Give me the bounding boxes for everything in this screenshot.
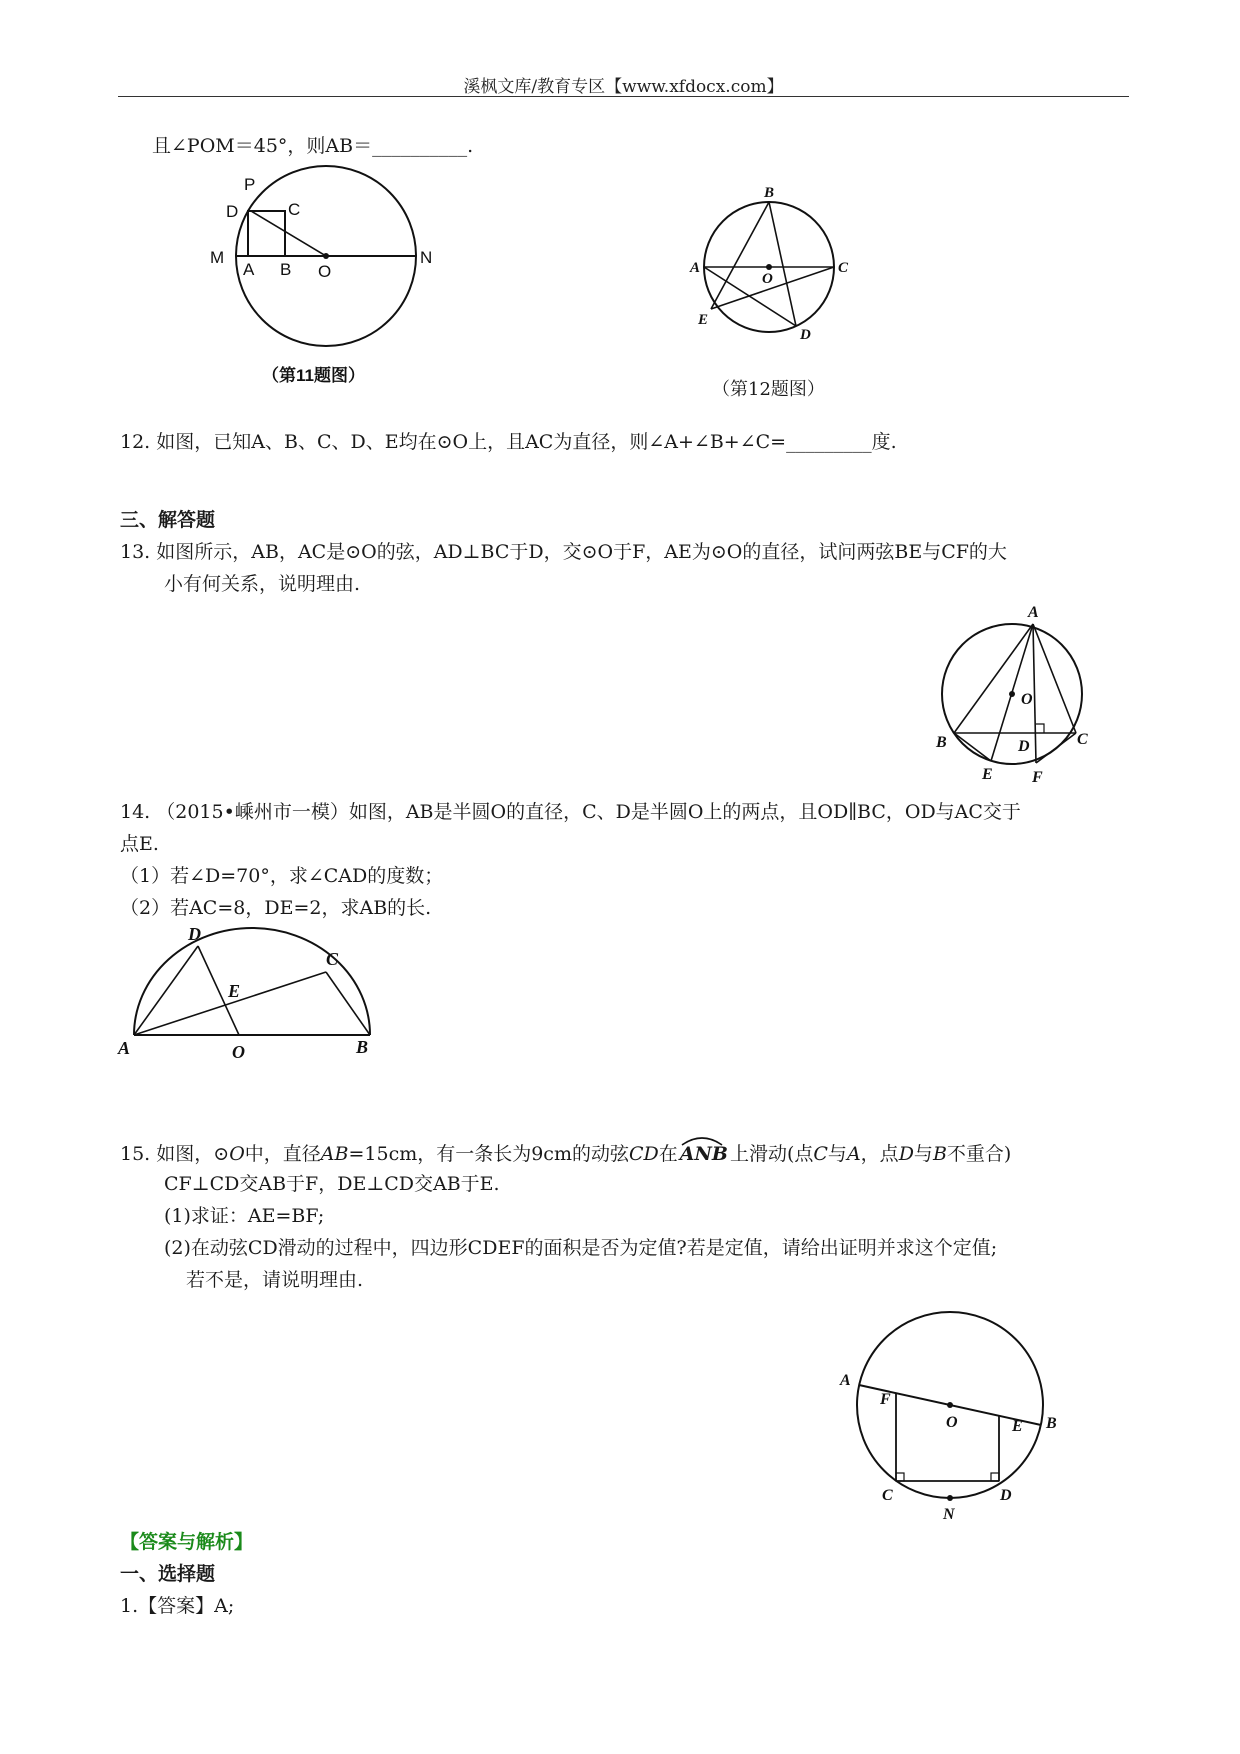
q13-line2: 小有何关系，说明理由. (164, 573, 361, 595)
fig15-label-A: A (840, 1372, 851, 1389)
q15-text-d: 在 (658, 1143, 678, 1165)
fig12-label-D: D (800, 327, 811, 343)
q15-prefix: 15. 如图，⊙ (120, 1143, 230, 1165)
fig15-label-N: N (943, 1506, 955, 1523)
answers-section-1: 一、选择题 (120, 1563, 216, 1585)
q15-var-B: B (932, 1143, 947, 1165)
fig13-label-B: B (936, 734, 947, 751)
q15-text-c: =15cm，有一条长为9cm的动弦 (348, 1143, 629, 1165)
fig11-caption: （第11题图） (262, 366, 365, 385)
fig14-label-O: O (232, 1042, 245, 1062)
q15-text-b: 中，直径 (244, 1143, 321, 1165)
q13-line1: 13. 如图所示，AB，AC是⊙O的弦，AD⊥BC于D，交⊙O于F，AE为⊙O的直径，试问两弦BE与CF的大 (120, 541, 1007, 563)
fig14-label-B: B (356, 1037, 369, 1057)
q15-text-e: 上滑动(点 (729, 1143, 814, 1165)
fig11-label-D: D (226, 202, 239, 221)
q15-text-f: 与 (827, 1143, 847, 1165)
q12: 12. 如图，已知A、B、C、D、E均在⊙O上，且AC为直径，则∠A+∠B+∠C=_________度. (120, 431, 897, 453)
fig15-label-E: E (1012, 1418, 1023, 1435)
q15-var-AB: AB (320, 1143, 349, 1165)
fig15-label-B: B (1046, 1415, 1057, 1432)
q15-var-O: O (229, 1143, 245, 1165)
fig13-label-A: A (1028, 604, 1039, 621)
fig11-label-N: N (420, 248, 433, 267)
fig13-label-E: E (982, 766, 993, 783)
fig11-label-C: C (288, 200, 301, 219)
q15-text-i: 不重合) (946, 1143, 1012, 1165)
fig14-label-A: A (118, 1038, 131, 1058)
fig15-label-O: O (946, 1414, 958, 1431)
fig14-label-D: D (188, 924, 201, 944)
answer-1: 1.【答案】A; (120, 1595, 235, 1617)
figure-13 (930, 604, 1090, 784)
q14-line2: 点E. (120, 833, 159, 855)
fig11-label-P: P (244, 175, 256, 194)
figure-15 (826, 1300, 1076, 1530)
fig13-label-D: D (1018, 738, 1030, 755)
q15-var-A: A (846, 1143, 861, 1165)
q15-text-h: 与 (913, 1143, 933, 1165)
fig12-label-O: O (762, 271, 773, 287)
fig13-label-C: C (1077, 731, 1088, 748)
arc-label: ANB (679, 1143, 728, 1165)
fig15-label-C: C (882, 1487, 893, 1504)
fig11-label-B: B (280, 260, 292, 279)
q15-line2: CF⊥CD交AB于F，DE⊥CD交AB于E. (164, 1173, 500, 1195)
page-header: 溪枫文库/教育专区【www.xfdocx.com】 (118, 72, 1129, 97)
fig12-label-B: B (764, 185, 775, 201)
q15-line1 (120, 1136, 1011, 1166)
fig11-label-M: M (210, 248, 225, 267)
q14-part1: （1）若∠D=70°，求∠CAD的度数； (120, 865, 444, 887)
fig11-label-A: A (243, 260, 255, 279)
fig12-caption: （第12题图） (712, 379, 825, 400)
figure-14 (116, 920, 376, 1060)
answers-title: 【答案与解析】 (120, 1531, 254, 1553)
fig14-label-E: E (228, 981, 241, 1001)
q15-var-D: D (898, 1143, 914, 1165)
q11-tail: 且∠POM＝45°，则AB＝__________. (152, 135, 474, 157)
fig12-label-A: A (690, 260, 701, 276)
q14-part2: （2）若AC=8，DE=2，求AB的长. (120, 897, 432, 919)
fig15-label-D: D (1000, 1487, 1012, 1504)
fig15-label-F: F (880, 1391, 891, 1408)
section-3-title: 三、解答题 (120, 509, 216, 531)
fig12-label-E: E (698, 312, 709, 328)
figure-12 (690, 186, 850, 346)
q15-text-g: ，点 (860, 1143, 899, 1165)
q15-part2: (2)在动弦CD滑动的过程中，四边形CDEF的面积是否为定值?若是定值，请给出证明并求这个定值; (164, 1237, 998, 1259)
fig13-label-O: O (1021, 691, 1033, 708)
q15-part1: (1)求证：AE=BF; (164, 1205, 325, 1227)
figure-11 (200, 160, 460, 390)
q15-var-CD: CD (628, 1143, 659, 1165)
arc-ANB (680, 1136, 728, 1166)
fig13-label-F: F (1032, 769, 1043, 786)
q14-line1: 14. （2015•嵊州市一模）如图，AB是半圆O的直径，C、D是半圆O上的两点，且OD∥BC，OD与AC交于 (120, 801, 1021, 823)
q15-part3: 若不是，请说明理由. (186, 1269, 364, 1291)
fig12-label-C: C (838, 260, 849, 276)
q15-var-C: C (813, 1143, 828, 1165)
fig14-label-C: C (326, 949, 339, 969)
fig11-label-O: O (318, 262, 332, 281)
